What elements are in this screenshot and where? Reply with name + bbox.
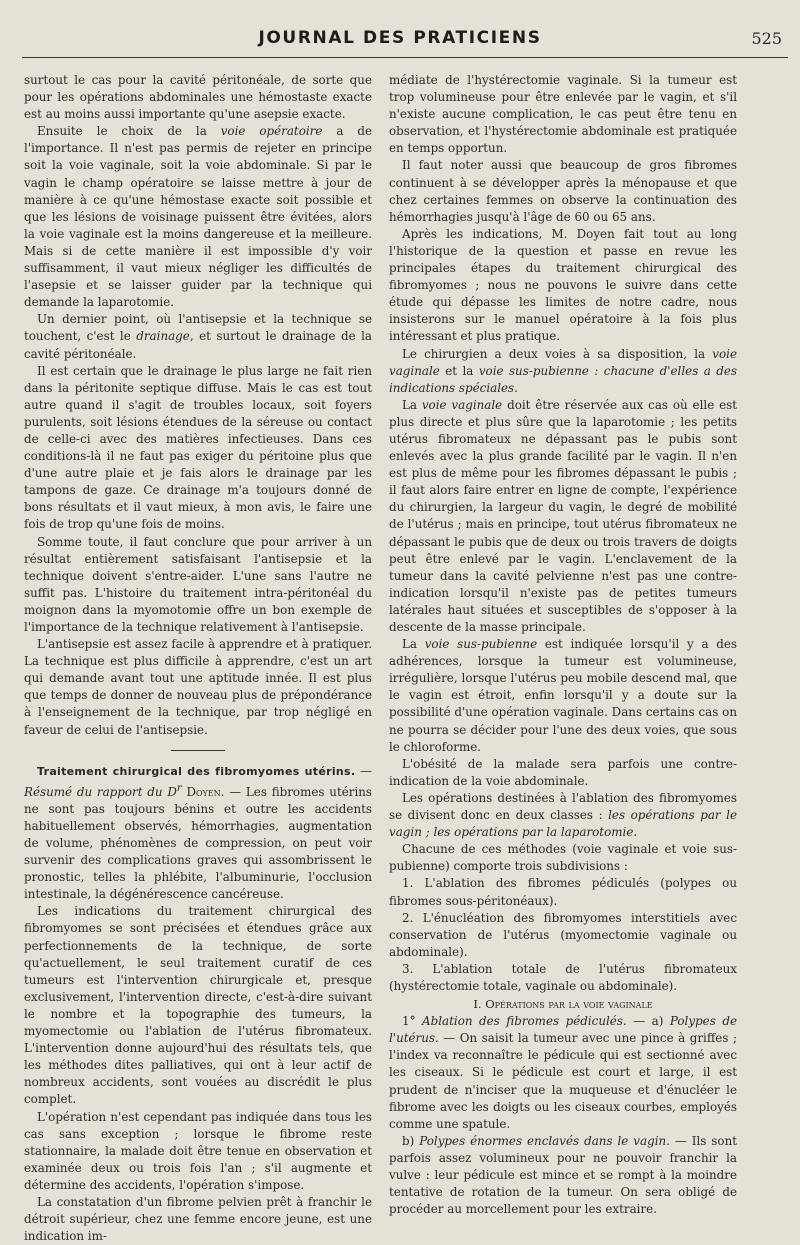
paragraph: Somme toute, il faut conclure que pour arriver à un résultat entièrement satisfaisant l'antisepsie et la technique doivent s'entre-aider. L'une sans l'autre ne suffit pas. L'histoire du traitement intra-péritonéal du moignon dans la myomotomie offre un bon exemple de l'importance de la technique relativement à l'antisepsie. [24, 534, 372, 634]
paragraph: Il est certain que le drainage le plus large ne fait rien dans la péritonite septique diffuse. Mais le cas est tout autre quand il s'agit de troubles locaux, soit foyers purulents, soit lésions étendues de la séreuse ou contact de celle-ci avec des matières infectieuses. Dans ces conditions-là il ne faut pas exiger du péritoine plus que d'une autre plaie et je fais alors le drainage par les tampons de gaze. Ce drainage m'a toujours donné de bons résultats et il vaut mieux, à mon avis, le faire une fois de trop qu'une fois de moins. [24, 363, 372, 532]
header-rule [22, 57, 788, 58]
right-column [389, 72, 737, 1218]
paragraph: Le chirurgien a deux voies à sa disposition, la voie vaginale et la voie sus-pubienne : chacune d'elles a des indications spéciales. [389, 346, 737, 395]
paragraph: Les indications du traitement chirurgical des fibromyomes se sont précisées et étendues grâce aux perfectionnements de la technique, de sorte qu'actuellement, le seul traitement curatif de ces tumeurs est l'intervention chirurgicale et, presque exclusivement, l'intervention directe, c'est-à-dire suivant le nombre et la topographie des tumeurs, la myomectomie ou l'ablation de l'utérus fibromateux. L'intervention donne aujourd'hui des résultats tels, que les méthodes dites palliatives, qui ont à leur actif de nombreux accidents, sont vouées au discrédit le plus complet. [24, 904, 372, 1107]
paragraph: Après les indications, M. Doyen fait tout au long l'historique de la question et passe en revue les principales étapes du traitement chirurgical des fibromyomes ; nous ne pouvons le suivre dans cette étude qui dépasse les limites de notre cadre, nous insisterons sur le manuel opératoire à la fois plus intéressant et plus pratique. [389, 226, 737, 344]
page-number: 525 [751, 29, 782, 48]
paragraph: Chacune de ces méthodes (voie vaginale et voie sus-pubienne) comporte trois subdivisions : [389, 842, 737, 874]
section-separator [171, 750, 225, 751]
section-lead-paragraph: Traitement chirurgical des fibromyomes utérins. — Résumé du rapport du $D^r$ Doyen. — Les fibromes utérins ne sont pas toujours bénins et outre les accidents habituellement observés, hémorrhagies, augmentation de volume, phénomènes de compression, on peut voir survenir des complications graves qui assombrissent le pronostic, telles la phlébite, l'albuminurie, l'occlusion intestinale, la dégénérescence cancéreuse. [24, 763, 373, 902]
paragraph: L'opération n'est cependant pas indiquée dans tous les cas sans exception ; lorsque le fibrome reste stationnaire, la malade doit être tenue en observation et examinée deux ou trois fois l'an ; s'il augmente et détermine des accidents, l'opération s'impose. [24, 1109, 372, 1192]
paragraph: 1° Ablation des fibromes pédiculés. — a) Polypes de l'utérus. — On saisit la tumeur avec une pince à griffes ; l'index va reconnaître le pédicule qui est sectionné avec les ciseaux. Si le pédicule est court et large, il est prudent de n'inciser que la muqueuse et d'énucléer le fibrome avec les doigts ou les ciseaux courbes, employés comme une spatule. [389, 1014, 737, 1131]
paragraph: La voie vaginale doit être réservée aux cas où elle est plus directe et plus sûre que la laparotomie ; les petits utérus fibromateux ne dépassant pas le pubis sont enlevés avec la plus grande facilité par le vagin. Il n'en est plus de même pour les fibromes dépassant le pubis ; il faut alors faire entrer en ligne de compte, l'expérience du chirurgien, la largeur du vagin, le degré de mobilité de l'utérus ; mais en principe, tout utérus fibromateux ne dépassant le pubis que de deux ou trois travers de doigts peut être enlevé par le vagin. L'enclavement de la tumeur dans la cavité pelvienne n'est pas une contre-indication lorsqu'il n'existe pas de petites tumeurs latérales haut situées et susceptibles de s'opposer à la descente de la masse principale. [389, 397, 737, 634]
paragraph: surtout le cas pour la cavité péritonéale, de sorte que pour les opérations abdominales une hémostaste exacte est au moins aussi importante qu'une asepsie exacte. [24, 73, 372, 122]
author-name: Doyen [186, 784, 221, 799]
page-header [0, 28, 800, 54]
paragraph: Ensuite le choix de la voie opératoire a de l'importance. Il n'est pas permis de rejeter en principe soit la voie vaginale, soit la voie abdominale. Si par le vagin le champ opératoire se laisse mettre à jour de manière à ce qu'une hémostase exacte soit possible et que les lésions de voisinage puissent être évitées, alors la voie vaginale est la moins dangereuse et la meilleure. Mais si de cette manière il est impossible d'y voir suffisamment, il vaut mieux négliger les difficultés de l'asepsie et se laisser guider par la technique qui demande la laparotomie. [24, 124, 372, 310]
left-column [24, 72, 372, 1245]
paragraph: Un dernier point, où l'antisepsie et la technique se touchent, c'est le drainage, et surtout le drainage de la cavité péritonéale. [24, 312, 372, 361]
list-item: 2. L'énucléation des fibromyomes interstitiels avec conservation de l'utérus (myomectomie vaginale ou abdominale). [389, 910, 737, 959]
list-item: 1. L'ablation des fibromes pédiculés (polypes ou fibromes sous-péritonéaux). [389, 876, 737, 908]
list-item: 3. L'ablation totale de l'utérus fibromateux (hystérectomie totale, vaginale ou abdominale). [389, 961, 737, 993]
paragraph: L'obésité de la malade sera parfois une contre-indication de la voie abdominale. [389, 756, 737, 788]
paragraph: Les opérations destinées à l'ablation des fibromyomes se divisent donc en deux classes : les opérations par le vagin ; les opérations par la laparotomie. [389, 790, 737, 840]
paragraph: Il faut noter aussi que beaucoup de gros fibromes continuent à se développer après la ménopause et que chez certaines femmes on observe la continuation des hémorrhagies jusqu'à l'âge de 60 ou 65 ans. [389, 158, 737, 224]
paragraph: L'antisepsie est assez facile à apprendre et à pratiquer. La technique est plus difficile à apprendre, c'est un art qui demande avant tout une aptitude innée. Il est plus que temps de donner de nouveau plus de prépondérance à l'enseignement de la technique, par trop négligé en faveur de celui de l'antisepsie. [24, 637, 372, 737]
paragraph: médiate de l'hystérectomie vaginale. Si la tumeur est trop volumineuse pour être enlevée par le vagin, et s'il n'existe aucune complication, le cas peut être tenu en observation, et l'hystérectomie abdominale est pratiquée en temps opportun. [389, 73, 737, 156]
paragraph: La constatation d'un fibrome pelvien prêt à franchir le détroit supérieur, chez une femme encore jeune, est une indication im- [24, 1194, 372, 1244]
sub-heading: I. Opérations par la voie vaginale [473, 997, 653, 1012]
paragraph: b) Polypes énormes enclavés dans le vagin. — Ils sont parfois assez volumineux pour ne pouvoir franchir la vulve : leur pédicule est mince et se rompt à la moindre tentative de rotation de la tumeur. On sera obligé de procéder au morcellement pour les extraire. [389, 1133, 738, 1217]
running-title: JOURNAL DES PRATICIENS [258, 28, 542, 48]
section-title: Traitement chirurgical des fibromyomes utérins. [37, 764, 356, 778]
paragraph: La voie sus-pubienne est indiquée lorsqu'il y a des adhérences, lorsque la tumeur est volumineuse, irrégulière, lorsque l'utérus peu mobile descend mal, que le vagin est étroit, enfin lorsqu'il y a doute sur la possibilité d'une opération vaginale. Dans certains cas on ne pourra se décider pour l'une des deux voies, que sous le chloroforme. [389, 637, 738, 754]
